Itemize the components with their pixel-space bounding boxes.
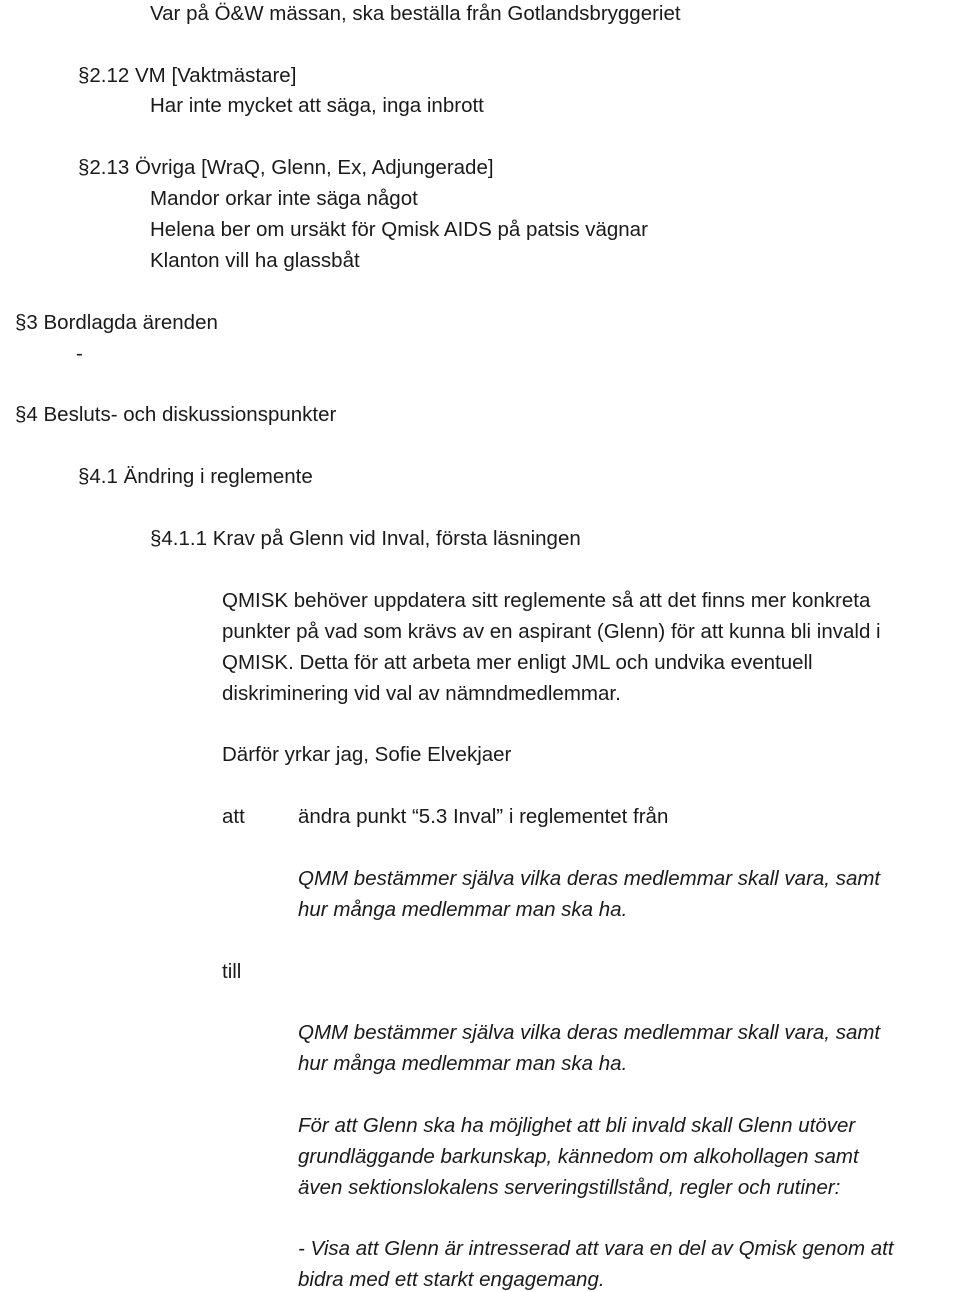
till-label: till: [222, 960, 242, 983]
item-2-13-heading: §2.13 Övriga [WraQ, Glenn, Ex, Adjungerade]: [78, 156, 494, 179]
to-extra-line: För att Glenn ska ha möjlighet att bli invald skall Glenn utöver: [298, 1114, 856, 1137]
paragraph-line: QMISK behöver uppdatera sitt reglemente så att det finns mer konkreta: [222, 589, 871, 612]
paragraph-line: punkter på vad som krävs av en aspirant (Glenn) för att kunna bli invald i: [222, 620, 881, 643]
section-3-heading: §3 Bordlagda ärenden: [15, 311, 218, 334]
section-3-item: -: [76, 342, 83, 365]
section-4-1-heading: §4.1 Ändring i reglemente: [78, 465, 313, 488]
paragraph-line: diskriminering vid val av nämndmedlemmar.: [222, 682, 621, 705]
paragraph-line: QMISK. Detta för att arbeta mer enligt JML och undvika eventuell: [222, 651, 813, 674]
to-bullet-line: bidra med ett starkt engagemang.: [298, 1268, 605, 1291]
motion-intro: Därför yrkar jag, Sofie Elvekjaer: [222, 743, 512, 766]
item-2-12-heading: §2.12 VM [Vaktmästare]: [78, 64, 297, 87]
item-2-11-tail: Var på Ö&W mässan, ska beställa från Gotlandsbryggeriet: [150, 2, 681, 25]
from-quote-line: hur många medlemmar man ska ha.: [298, 898, 628, 921]
to-extra-line: grundläggande barkunskap, kännedom om alkohollagen samt: [298, 1145, 859, 1168]
item-2-13-line: Mandor orkar inte säga något: [150, 187, 418, 210]
item-2-13-line: Helena ber om ursäkt för Qmisk AIDS på patsis vägnar: [150, 218, 648, 241]
att-label: att: [222, 805, 245, 828]
to-quote-line: QMM bestämmer själva vilka deras medlemmar skall vara, samt: [298, 1021, 881, 1044]
to-bullet-line: - Visa att Glenn är intresserad att vara en del av Qmisk genom att: [298, 1237, 894, 1260]
from-quote-line: QMM bestämmer själva vilka deras medlemmar skall vara, samt: [298, 867, 881, 890]
item-2-13-line: Klanton vill ha glassbåt: [150, 249, 360, 272]
section-4-1-1-heading: §4.1.1 Krav på Glenn vid Inval, första läsningen: [150, 527, 581, 550]
section-4-heading: §4 Besluts- och diskussionspunkter: [15, 403, 337, 426]
att-text: ändra punkt “5.3 Inval” i reglementet från: [298, 805, 669, 828]
to-quote-line: hur många medlemmar man ska ha.: [298, 1052, 628, 1075]
item-2-12-line: Har inte mycket att säga, inga inbrott: [150, 94, 484, 117]
to-extra-line: även sektionslokalens serveringstillstånd, regler och rutiner:: [298, 1176, 841, 1199]
